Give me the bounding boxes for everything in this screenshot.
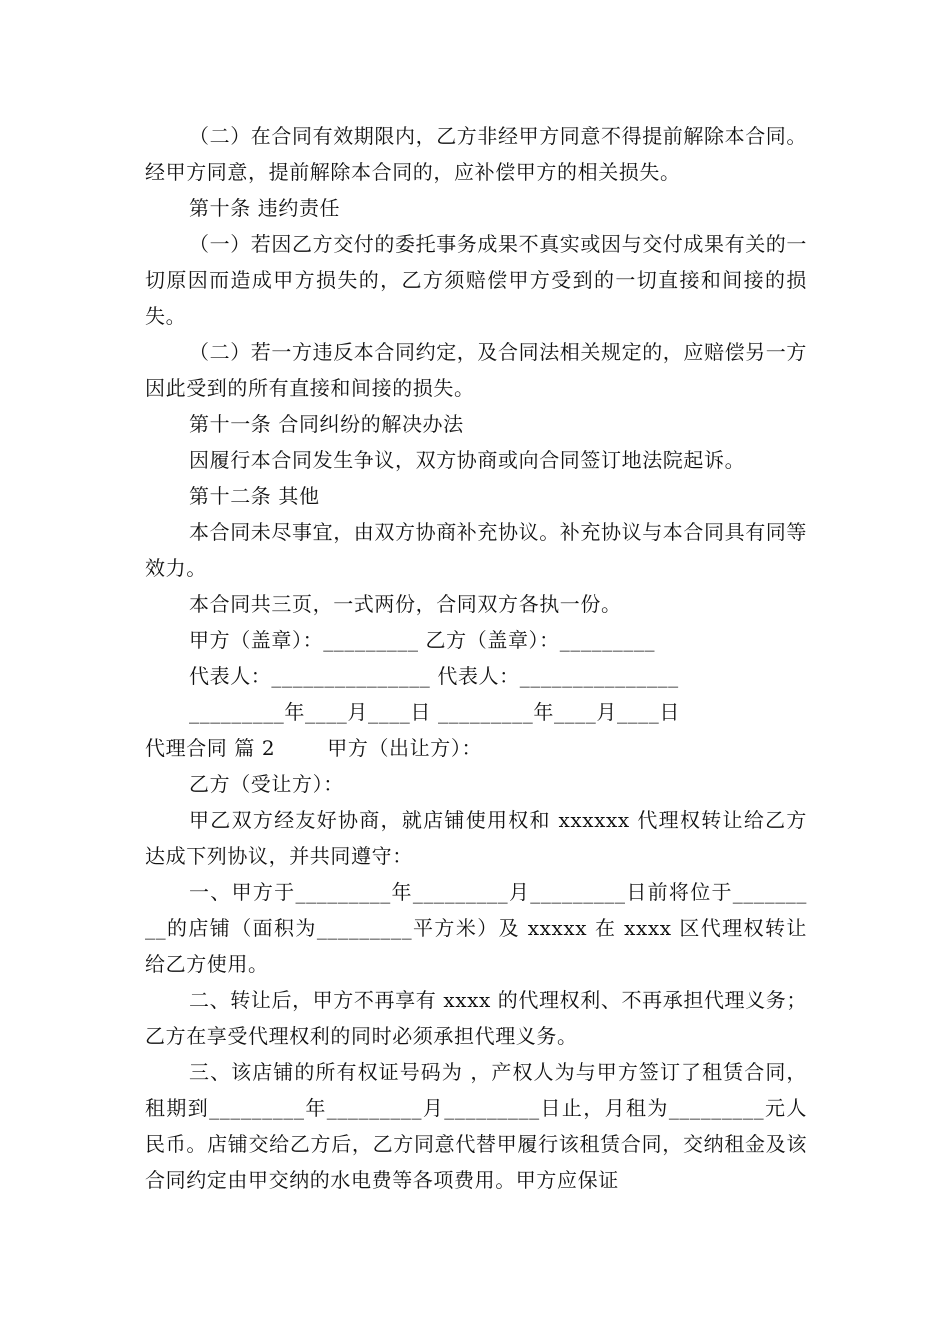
clause-12-text: 本合同未尽事宜，由双方协商补充协议。补充协议与本合同具有同等效力。 (145, 520, 807, 580)
document-page (145, 118, 807, 1198)
agreement-intro: 甲乙双方经友好协商，就店铺使用权和 xxxxxx 代理权转让给乙方达成下列协议，并共同遵守： (145, 808, 807, 868)
term-3: 三、该店铺的所有权证号码为 ，产权人为与甲方签订了租赁合同，租期到_________年_________月_________日止，月租为_________元人民币。店铺交给乙方后，乙方同意代替甲履行该租赁合同，交纳租金及该合同约定由甲交纳的水电费等各项费用。甲方应保证 (145, 1060, 807, 1192)
party-a-label: 甲方（出让方）： (327, 736, 483, 760)
term-1: 一、甲方于_________年_________月_________日前将位于_________的店铺（面积为_________平方米）及 xxxxx 在 xxxx 区代理权转让给乙方使用。 (145, 880, 807, 976)
term-2: 二、转让后，甲方不再享有 xxxx 的代理权利、不再承担代理义务；乙方在享受代理权利的同时必须承担代理义务。 (145, 988, 807, 1048)
clause-10-2: （二）若一方违反本合同约定，及合同法相关规定的，应赔偿另一方因此受到的所有直接和间接的损失。 (145, 340, 807, 400)
clause-10-1: （一）若因乙方交付的委托事务成果不真实或因与交付成果有关的一切原因而造成甲方损失的，乙方须赔偿甲方受到的一切直接和间接的损失。 (145, 232, 807, 328)
signature-date-line: _________年____月____日 _________年____月____日 (189, 700, 680, 724)
article-11-heading: 第十一条 合同纠纷的解决办法 (189, 412, 464, 436)
clause-9-2: （二）在合同有效期限内，乙方非经甲方同意不得提前解除本合同。经甲方同意，提前解除本合同的，应补偿甲方的相关损失。 (145, 124, 807, 184)
signature-representative-line: 代表人：_______________ 代表人：_______________ (189, 664, 679, 688)
section-2-heading-line (145, 730, 807, 766)
party-b-label: 乙方（受让方）： (189, 772, 344, 796)
article-12-heading: 第十二条 其他 (189, 484, 320, 508)
signature-seal-line: 甲方（盖章）：_________ 乙方（盖章）：_________ (189, 628, 656, 652)
clause-11-text: 因履行本合同发生争议，双方协商或向合同签订地法院起诉。 (189, 448, 746, 472)
copies-statement: 本合同共三页，一式两份，合同双方各执一份。 (189, 592, 622, 616)
article-10-heading: 第十条 违约责任 (189, 196, 341, 220)
section-2-heading: 代理合同 篇 2 (145, 736, 276, 760)
